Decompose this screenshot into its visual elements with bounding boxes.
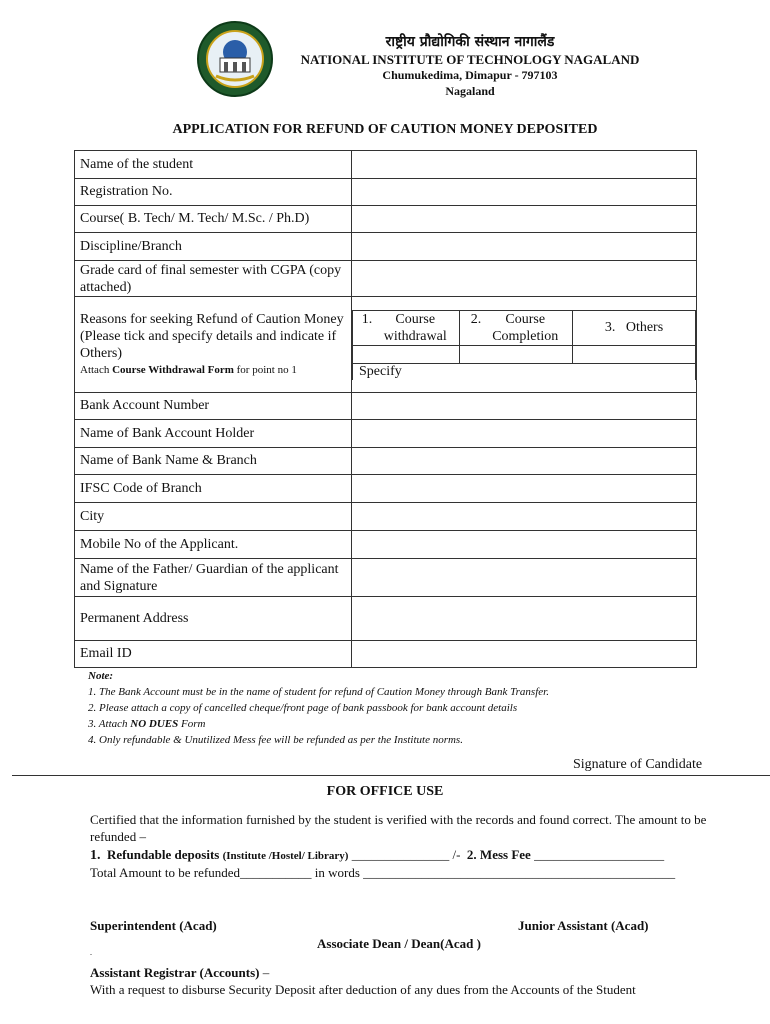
institute-address: Chumukedima, Dimapur - 797103 bbox=[382, 68, 558, 82]
note-4: 4. Only refundable & Unutilized Mess fee will be refunded as per the Institute norms. bbox=[88, 734, 463, 746]
note-1: 1. The Bank Account must be in the name of student for refund of Caution Money through Bank Transfer. bbox=[88, 686, 549, 698]
field-mobile[interactable] bbox=[352, 531, 697, 559]
label-mobile: Mobile No of the Applicant. bbox=[75, 531, 352, 559]
field-discipline[interactable] bbox=[352, 233, 697, 261]
field-ifsc[interactable] bbox=[352, 475, 697, 503]
note-3: 3. Attach NO DUES Form bbox=[88, 718, 206, 730]
certification-text: Certified that the information furnished by the student is verified with the records and found correct. The amount to be refunded – bbox=[90, 812, 707, 844]
institute-name: NATIONAL INSTITUTE OF TECHNOLOGY NAGALAND bbox=[300, 52, 640, 67]
label-course: Course( B. Tech/ M. Tech/ M.Sc. / Ph.D) bbox=[75, 206, 352, 233]
notes-section bbox=[88, 668, 549, 748]
reasons-text: Reasons for seeking Refund of Caution Money (Please tick and specify details and indicate if Others) bbox=[80, 311, 344, 361]
label-father-guardian: Name of the Father/ Guardian of the applicant and Signature bbox=[75, 559, 352, 597]
assistant-registrar-line: Assistant Registrar (Accounts) – bbox=[90, 965, 270, 980]
label-account-holder: Name of Bank Account Holder bbox=[75, 420, 352, 448]
field-bank-branch[interactable] bbox=[352, 448, 697, 475]
field-email[interactable] bbox=[352, 641, 697, 668]
field-grade-card[interactable] bbox=[352, 261, 697, 297]
tick-course-completion[interactable] bbox=[460, 345, 573, 363]
form-title: APPLICATION FOR REFUND OF CAUTION MONEY DEPOSITED bbox=[172, 122, 598, 137]
label-discipline: Discipline/Branch bbox=[75, 233, 352, 261]
tick-others[interactable] bbox=[573, 345, 696, 363]
field-course[interactable] bbox=[352, 206, 697, 233]
institute-state: Nagaland bbox=[445, 84, 495, 98]
attach-note: Attach Course Withdrawal Form for point no 1 bbox=[80, 363, 297, 376]
stray-dot: . bbox=[90, 948, 92, 957]
label-bank-branch: Name of Bank Name & Branch bbox=[75, 448, 352, 475]
note-2: 2. Please attach a copy of cancelled cheque/front page of bank passbook for bank account details bbox=[88, 702, 518, 714]
candidate-signature: Signature of Candidate bbox=[573, 757, 703, 772]
option-course-completion[interactable]: 2. Course Completion bbox=[460, 310, 573, 345]
field-permanent-address[interactable] bbox=[352, 597, 697, 641]
label-city: City bbox=[75, 503, 352, 531]
field-reasons bbox=[352, 297, 697, 393]
institute-logo bbox=[196, 16, 274, 102]
dean-label: Associate Dean / Dean(Acad ) bbox=[317, 936, 481, 951]
field-account-holder[interactable] bbox=[352, 420, 697, 448]
label-registration-no: Registration No. bbox=[75, 179, 352, 206]
option-course-withdrawal[interactable]: 1. Course withdrawal bbox=[353, 310, 460, 345]
disbursement-request: With a request to disburse Security Deposit after deduction of any dues from the Accounts of the Student bbox=[90, 982, 636, 997]
field-father-guardian[interactable] bbox=[352, 559, 697, 597]
total-amount-line: Total Amount to be refunded___________ in words ________________________________________________ bbox=[90, 865, 676, 880]
superintendent-label: Superintendent (Acad) bbox=[90, 918, 217, 933]
specify-field[interactable]: Specify bbox=[353, 363, 696, 380]
label-ifsc: IFSC Code of Branch bbox=[75, 475, 352, 503]
field-registration-no[interactable] bbox=[352, 179, 697, 206]
institute-name-hindi: राष्ट्रीय प्रौद्योगिकी संस्थान नागालैंड bbox=[385, 34, 555, 50]
field-city[interactable] bbox=[352, 503, 697, 531]
label-email: Email ID bbox=[75, 641, 352, 668]
option-others[interactable]: 3. Others bbox=[573, 310, 696, 345]
application-form-table bbox=[74, 150, 697, 668]
tick-course-withdrawal[interactable] bbox=[353, 345, 460, 363]
junior-assistant-label: Junior Assistant (Acad) bbox=[518, 918, 649, 933]
label-reasons bbox=[75, 297, 352, 393]
label-grade-card: Grade card of final semester with CGPA (copy attached) bbox=[75, 261, 352, 297]
refundable-deposits-line: 1. Refundable deposits (Institute /Hostel/ Library) _______________ /- 2. Mess Fee ____________________ bbox=[90, 847, 665, 863]
office-use-heading: FOR OFFICE USE bbox=[326, 784, 444, 799]
field-student-name[interactable] bbox=[352, 151, 697, 179]
field-bank-account[interactable] bbox=[352, 393, 697, 420]
label-bank-account: Bank Account Number bbox=[75, 393, 352, 420]
section-divider bbox=[12, 775, 770, 776]
notes-heading: Note: bbox=[88, 670, 114, 682]
label-student-name: Name of the student bbox=[75, 151, 352, 179]
label-permanent-address: Permanent Address bbox=[75, 597, 352, 641]
